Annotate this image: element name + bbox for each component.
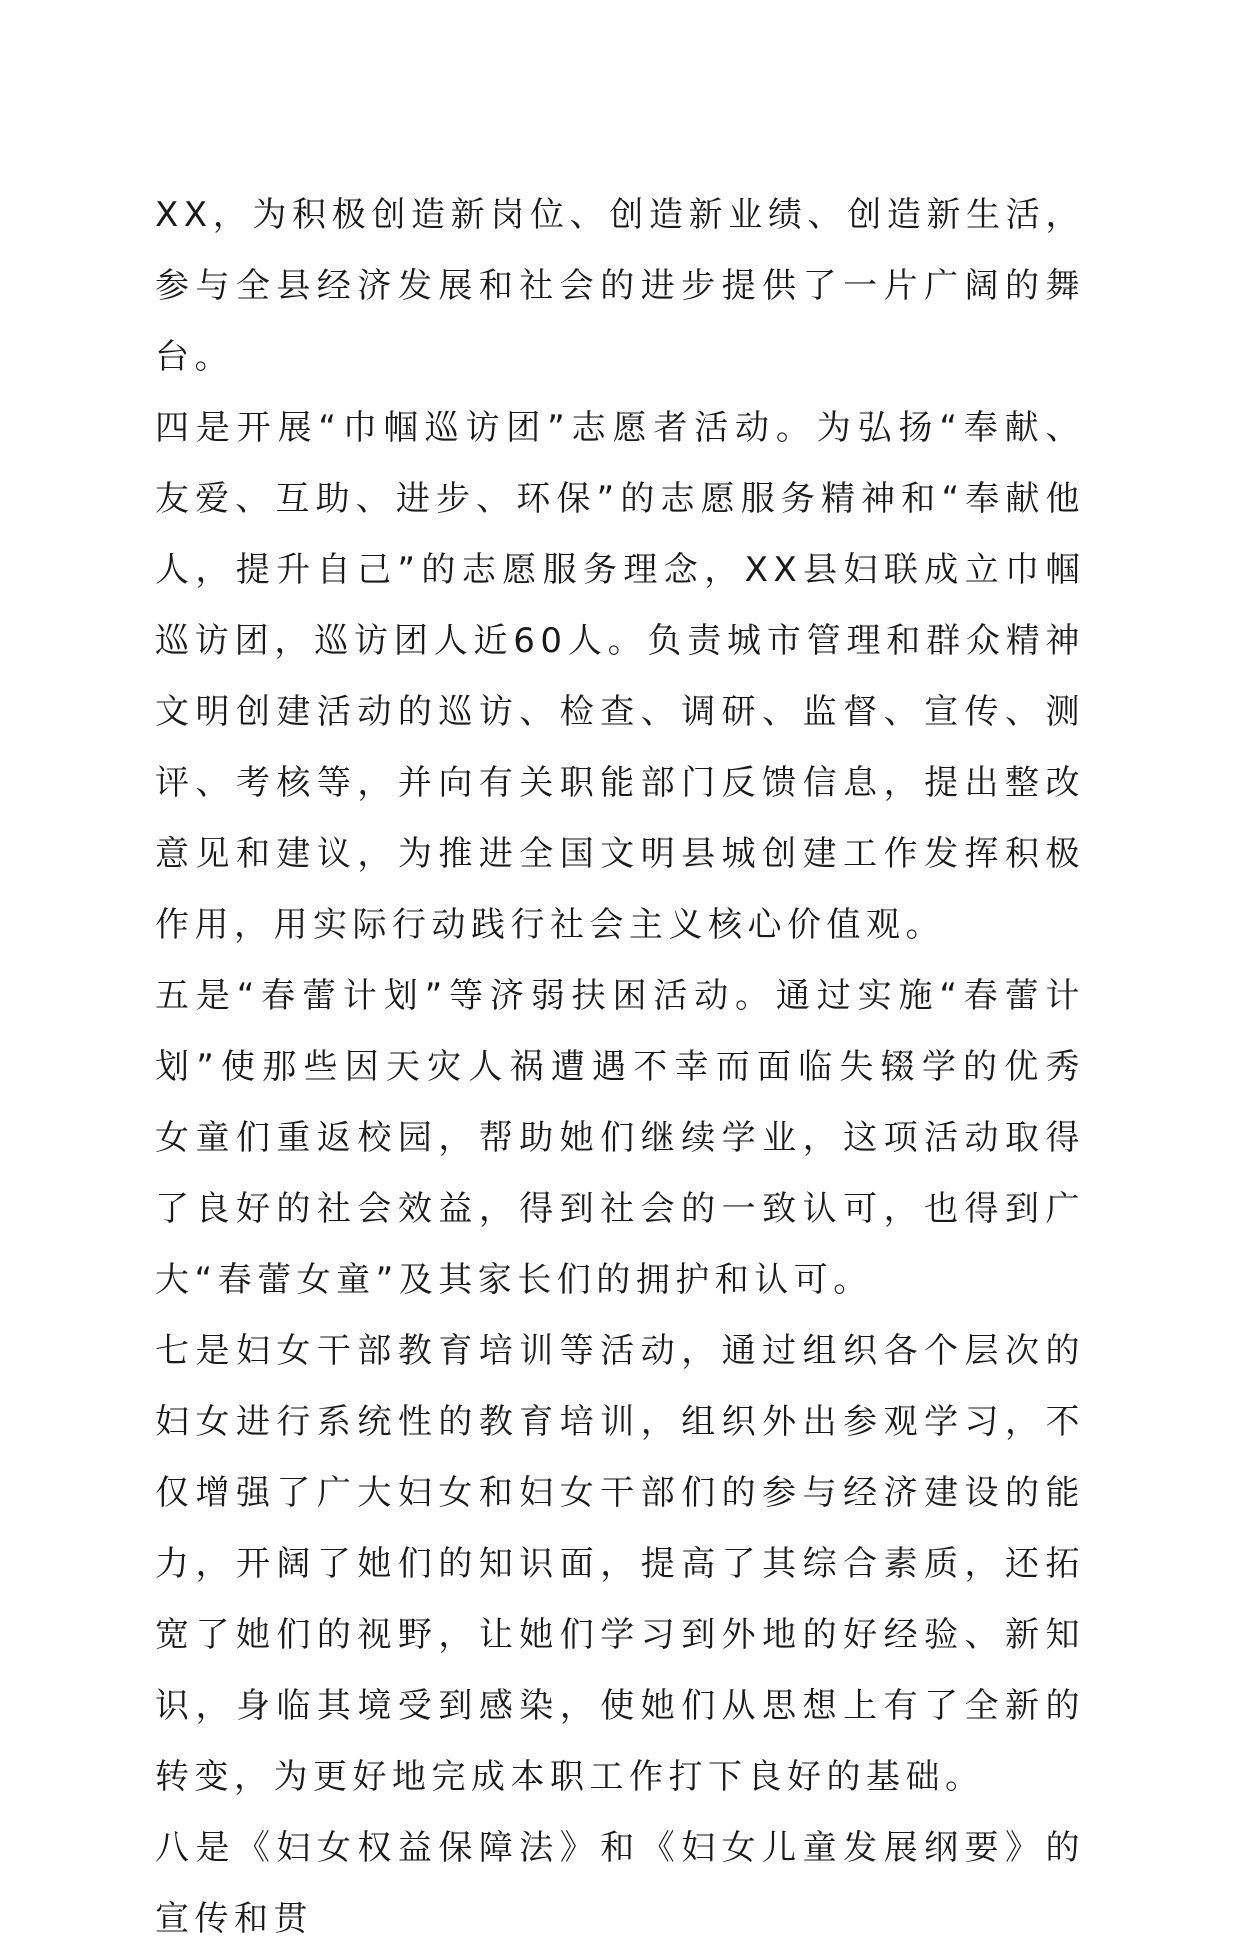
- document-body: [155, 180, 1085, 1955]
- paragraph-3: 五是“春蕾计划”等济弱扶困活动。通过实施“春蕾计划”使那些因天灾人祸遭遇不幸而面临失辍学的优秀女童们重返校园，帮助她们继续学业，这项活动取得了良好的社会效益，得到社会的一致认可，也得到广大“春蕾女童”及其家长们的拥护和认可。: [155, 976, 1085, 1300]
- paragraph-5: 八是《妇女权益保障法》和《妇女儿童发展纲要》的宣传和贯: [155, 1828, 1085, 1939]
- paragraph-1: XX，为积极创造新岗位、创造新业绩、创造新生活，参与全县经济发展和社会的进步提供了一片广阔的舞台。: [155, 195, 1085, 377]
- paragraph-4: 七是妇女干部教育培训等活动，通过组织各个层次的妇女进行系统性的教育培训，组织外出参观学习，不仅增强了广大妇女和妇女干部们的参与经济建设的能力，开阔了她们的知识面，提高了其综合素质，还拓宽了她们的视野，让她们学习到外地的好经验、新知识，身临其境受到感染，使她们从思想上有了全新的转变，为更好地完成本职工作打下良好的基础。: [155, 1331, 1085, 1797]
- paragraph-2: 四是开展“巾帼巡访团”志愿者活动。为弘扬“奉献、友爱、互助、进步、环保”的志愿服务精神和“奉献他人，提升自己”的志愿服务理念，XX县妇联成立巾帼巡访团，巡访团人近60人。负责城市管理和群众精神文明创建活动的巡访、检查、调研、监督、宣传、测评、考核等，并向有关职能部门反馈信息，提出整改意见和建议，为推进全国文明县城创建工作发挥积极作用，用实际行动践行社会主义核心价值观。: [155, 408, 1085, 945]
